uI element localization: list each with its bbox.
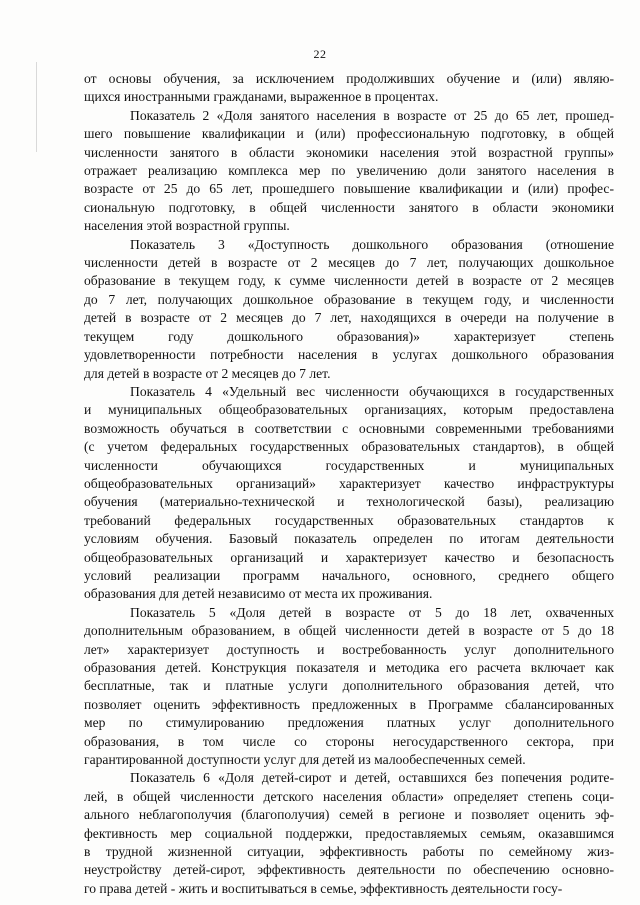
text-line: образования, в том числе со стороны негосударственного сектора, при xyxy=(84,733,614,749)
text-line: Показатель 5 «Доля детей в возрасте от 5 до 18 лет, охваченных xyxy=(130,604,614,620)
text-line: требований федеральных государственных образовательных стандартов к xyxy=(84,512,614,528)
paragraph xyxy=(84,604,614,770)
text-line: ального неблагополучия (благополучия) семей в регионе и позволяет оценить эф- xyxy=(84,807,614,823)
text-line: удовлетворенности потребности населения в услугах дошкольного образования xyxy=(84,347,614,363)
text-line: позволяет оценить эффективность предложенных в Программе сбалансированных xyxy=(84,696,614,712)
text-line: до 7 лет, получающих дошкольное образование в текущем году, и численности xyxy=(84,291,614,307)
text-line: возможность обучаться в соответствии с основными современными требованиями xyxy=(84,420,614,436)
text-line: населения этой возрастной группы. xyxy=(84,218,290,234)
document-body xyxy=(84,70,614,898)
text-line: шего повышение квалификации и (или) профессиональную подготовку, в общей xyxy=(84,126,614,142)
text-line: Показатель 2 «Доля занятого населения в возрасте от 25 до 65 лет, прошед- xyxy=(130,107,614,123)
text-line: в трудной жизненной ситуации, эффективность работы по семейному жиз- xyxy=(84,844,614,860)
text-line: Показатель 3 «Доступность дошкольного образования (отношение xyxy=(130,236,614,252)
text-line: численности занятого в области экономики населения этой возрастной группы» xyxy=(84,144,614,160)
text-line: условиям обучения. Базовый показатель определен по итогам деятельности xyxy=(84,531,614,547)
text-line: лет» характеризует доступность и востребованность услуг дополнительного xyxy=(84,641,614,657)
text-line: детей в возрасте от 2 месяцев до 7 лет, находящихся в очереди на получение в xyxy=(84,310,614,326)
page-number: 22 xyxy=(313,47,327,61)
text-line: общеобразовательных организаций и характеризует качество и безопасность xyxy=(84,549,614,565)
paragraph xyxy=(84,236,614,383)
text-line: обучения (материально-технической и технологической базы), реализацию xyxy=(84,494,614,510)
text-line: возрасте от 25 до 65 лет, прошедшего повышение квалификации и (или) профес- xyxy=(84,181,614,197)
text-line: общеобразовательных организаций» характеризует качество инфраструктуры xyxy=(84,475,614,491)
text-line: дополнительным образованием, в общей численности детей в возрасте от 5 до 18 xyxy=(84,623,614,639)
text-line: от основы обучения, за исключением продолживших обучение и (или) являю- xyxy=(84,71,614,86)
text-line: численности детей в возрасте от 2 месяцев до 7 лет, получающих дошкольное xyxy=(84,255,614,271)
text-line: щихся иностранными гражданами, выраженное в процентах. xyxy=(84,89,439,105)
text-line: мер по стимулированию предложения платных услуг дополнительного xyxy=(84,715,614,731)
text-line: образования детей. Конструкция показателя и методика его расчета включает как xyxy=(84,660,614,675)
text-line: фективность мер социальной поддержки, предоставляемых семьям, оказавшимся xyxy=(84,825,614,841)
text-line: условий реализации программ начального, основного, среднего общего xyxy=(84,567,614,583)
text-line: бесплатные, так и платные услуги дополнительного образования детей, что xyxy=(84,678,614,694)
text-line: численности обучающихся государственных и муниципальных xyxy=(84,457,614,473)
text-line: лей, в общей численности детского населения области» определяет степень соци- xyxy=(84,788,614,804)
text-line: для детей в возрасте от 2 месяцев до 7 лет. xyxy=(84,365,331,381)
text-line: образования для детей независимо от места их проживания. xyxy=(84,586,433,602)
text-line: (с учетом федеральных государственных образовательных стандартов), в общей xyxy=(84,439,614,455)
text-line: текущем году дошкольного образования)» характеризует степень xyxy=(84,328,614,344)
text-line: и муниципальных общеобразовательных организациях, которым предоставлена xyxy=(84,402,614,418)
paragraph xyxy=(84,70,614,107)
text-line: гарантированной доступности услуг для детей из малообеспеченных семей. xyxy=(84,752,526,768)
text-line: отражает реализацию комплекса мер по увеличению доли занятого населения в xyxy=(84,163,614,179)
text-line: Показатель 4 «Удельный вес численности обучающихся в государственных xyxy=(130,383,614,399)
text-line: неустройству детей-сирот, эффективность деятельности по обеспечению основно- xyxy=(84,862,614,878)
text-line: образование в текущем году, к сумме численности детей в возрасте от 2 месяцев xyxy=(84,273,614,289)
paragraph xyxy=(84,383,614,604)
text-line: сиональную подготовку, в общей численности занятого в области экономики xyxy=(84,199,614,215)
scan-margin-mark xyxy=(36,62,37,152)
text-line: го права детей - жить и воспитываться в семье, эффективность деятельности госу- xyxy=(84,880,563,896)
paragraph xyxy=(84,769,614,898)
text-line: Показатель 6 «Доля детей-сирот и детей, оставшихся без попечения родите- xyxy=(130,770,614,786)
paragraph xyxy=(84,107,614,236)
